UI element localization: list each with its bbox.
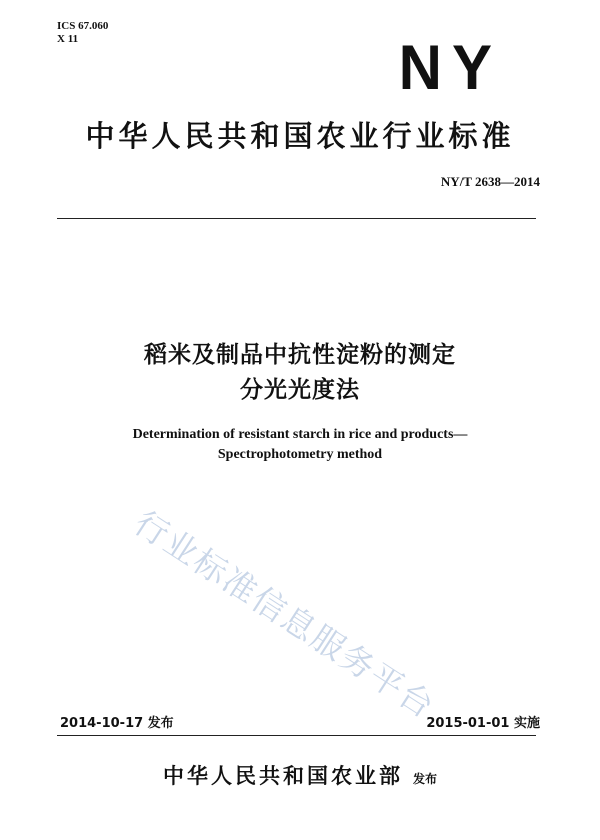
ccs-code: X 11 — [57, 33, 79, 45]
classification-codes — [57, 20, 108, 46]
top-divider — [57, 218, 536, 219]
standard-number: NY/T 2638—2014 — [440, 174, 540, 189]
english-title — [0, 425, 600, 465]
chinese-title-line2: 分光光度法 — [240, 377, 360, 403]
issuer-name: 中华人民共和国农业部 — [162, 764, 403, 788]
issuer-line — [0, 760, 600, 790]
standard-type-title: 中华人民共和国农业行业标准 — [85, 119, 515, 153]
watermark: 行业标准信息服务平台 — [127, 503, 443, 727]
ics-code: ICS 67.060 — [57, 20, 109, 32]
english-title-line1: Determination of resistant starch in rice and products— — [132, 427, 468, 442]
publish-date: 2014-10-17 发布 — [60, 716, 174, 731]
english-title-line2: Spectrophotometry method — [217, 447, 383, 462]
issue-label: 发布 — [412, 772, 437, 786]
implement-date: 2015-01-01 实施 — [426, 716, 540, 731]
chinese-title — [0, 338, 600, 408]
chinese-title-line1: 稻米及制品中抗性淀粉的测定 — [144, 342, 456, 368]
ny-logo: NY — [398, 32, 502, 103]
bottom-divider — [57, 735, 536, 736]
